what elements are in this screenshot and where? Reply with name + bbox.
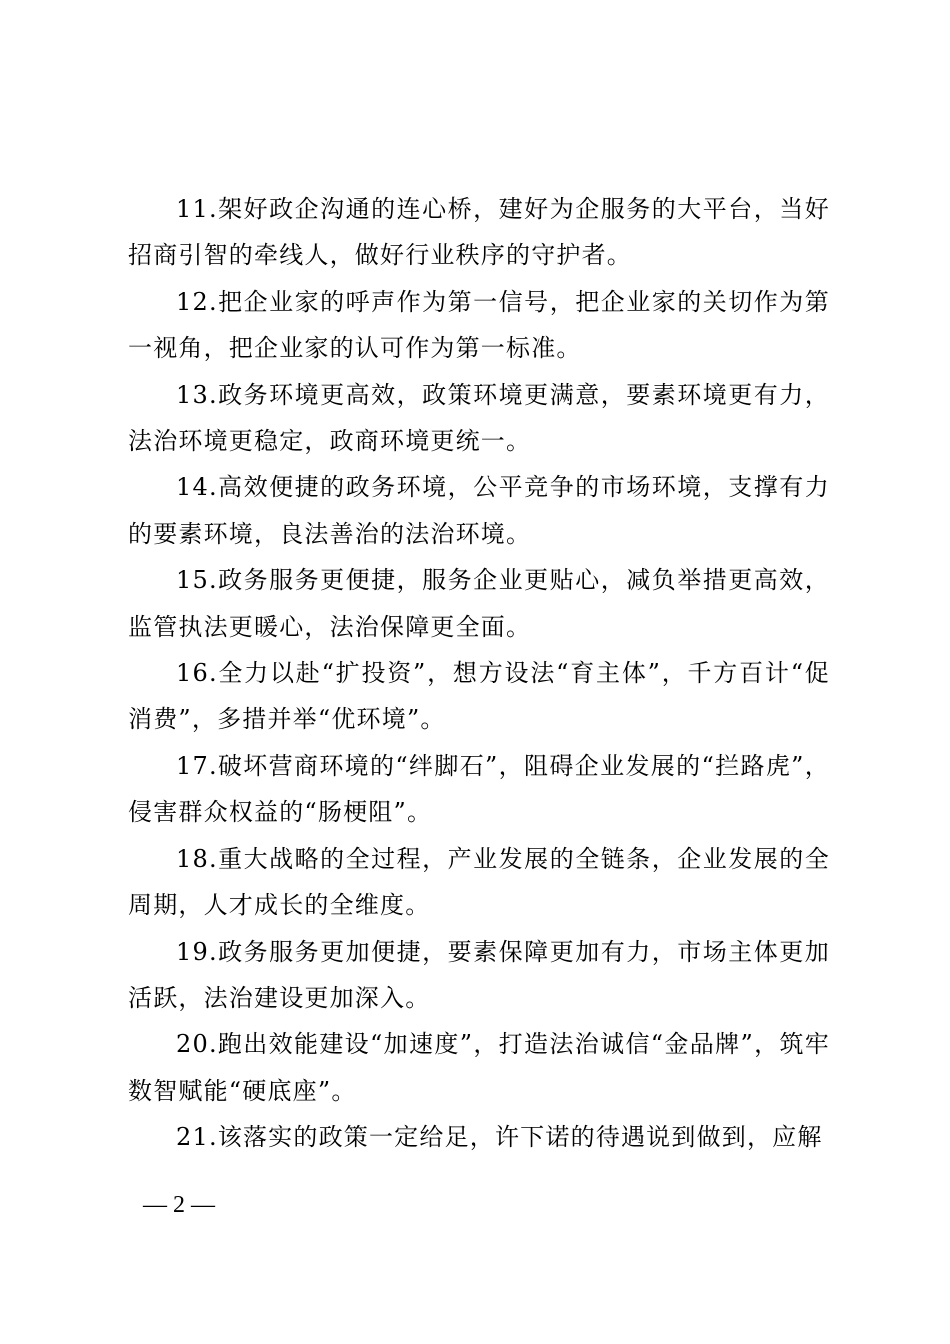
paragraph-15: 15.政务服务更便捷，服务企业更贴心，减负举措更高效，监管执法更暖心，法治保障更全面。 (128, 566, 830, 641)
paragraph-20: 20.跑出效能建设“加速度”，打造法治诚信“金品牌”，筑牢数智赋能“硬底座”。 (128, 1030, 830, 1105)
paragraph-14: 14.高效便捷的政务环境，公平竞争的市场环境，支撑有力的要素环境，良法善治的法治环境。 (128, 473, 830, 548)
paragraph-13: 13.政务环境更高效，政策环境更满意，要素环境更有力，法治环境更稳定，政商环境更统一。 (128, 380, 830, 456)
page-number: — 2 — (143, 1192, 215, 1218)
paragraph-16: 16.全力以赴“扩投资”，想方设法“育主体”，千方百计“促消费”，多措并举“优环境”。 (128, 659, 830, 734)
paragraph-18: 18.重大战略的全过程，产业发展的全链条，企业发展的全周期，人才成长的全维度。 (128, 844, 830, 920)
paragraph-21: 21.该落实的政策一定给足，许下诺的待遇说到做到，应解 (176, 1123, 823, 1152)
paragraph-19: 19.政务服务更加便捷，要素保障更加有力，市场主体更加活跃，法治建设更加深入。 (128, 937, 830, 1012)
paragraph-12: 12.把企业家的呼声作为第一信号，把企业家的关切作为第一视角，把企业家的认可作为第一标准。 (128, 287, 830, 363)
paragraph-17: 17.破坏营商环境的“绊脚石”，阻碍企业发展的“拦路虎”，侵害群众权益的“肠梗阻”。 (128, 751, 830, 827)
body-text (128, 186, 830, 1161)
paragraph-11: 11.架好政企沟通的连心桥，建好为企服务的大平台，当好招商引智的牵线人，做好行业秩序的守护者。 (128, 195, 830, 270)
